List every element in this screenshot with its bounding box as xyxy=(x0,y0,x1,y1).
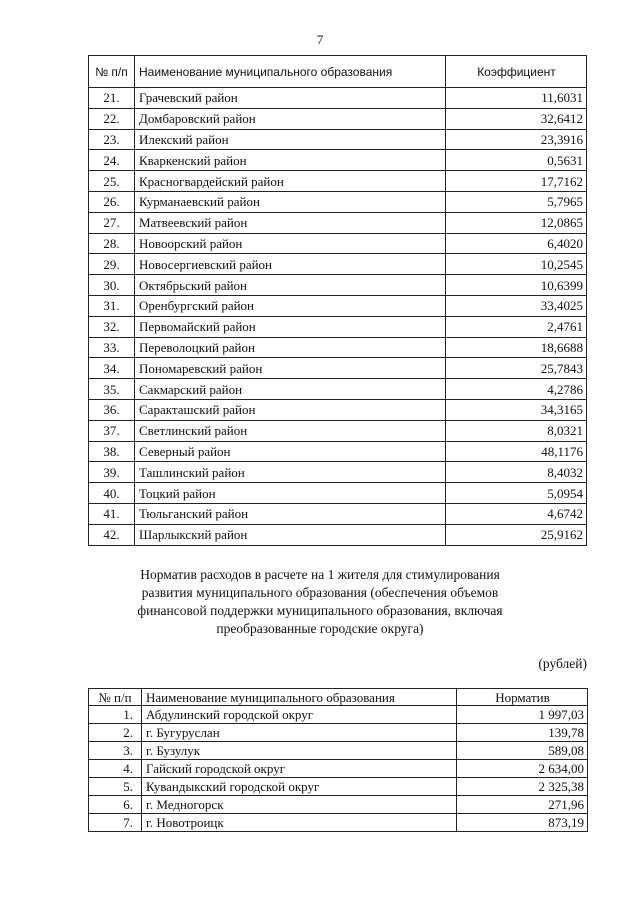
row-number: 36. xyxy=(89,399,135,420)
row-number: 6. xyxy=(89,796,142,814)
table-row xyxy=(89,88,587,109)
municipality-name: Новосергиевский район xyxy=(135,254,446,275)
municipality-name: г. Бугуруслан xyxy=(142,724,457,742)
row-number: 28. xyxy=(89,233,135,254)
column-header-number: № п/п xyxy=(89,689,142,706)
row-value: 18,6688 xyxy=(446,337,587,358)
table-row xyxy=(89,399,587,420)
table-row xyxy=(89,212,587,233)
row-value: 2 634,00 xyxy=(457,760,588,778)
row-number: 38. xyxy=(89,441,135,462)
municipality-name: Домбаровский район xyxy=(135,108,446,129)
municipality-name: Тюльганский район xyxy=(135,503,446,524)
row-number: 35. xyxy=(89,379,135,400)
row-number: 24. xyxy=(89,150,135,171)
municipality-name: Пономаревский район xyxy=(135,358,446,379)
municipality-name: Светлинский район xyxy=(135,420,446,441)
row-number: 32. xyxy=(89,316,135,337)
row-value: 1 997,03 xyxy=(457,706,588,724)
row-value: 873,19 xyxy=(457,814,588,832)
row-number: 5. xyxy=(89,778,142,796)
table-row xyxy=(89,129,587,150)
table-header-row xyxy=(89,56,587,88)
column-header-name: Наименование муниципального образования xyxy=(135,56,446,88)
row-number: 25. xyxy=(89,171,135,192)
row-number: 27. xyxy=(89,212,135,233)
municipality-name: Новоорский район xyxy=(135,233,446,254)
municipality-name: Тоцкий район xyxy=(135,483,446,504)
table-row xyxy=(89,295,587,316)
row-value: 6,4020 xyxy=(446,233,587,254)
table-row xyxy=(89,724,588,742)
table-row xyxy=(89,778,588,796)
row-number: 7. xyxy=(89,814,142,832)
row-number: 3. xyxy=(89,742,142,760)
row-number: 21. xyxy=(89,88,135,109)
table-row xyxy=(89,233,587,254)
table-row xyxy=(89,742,588,760)
municipality-name: Переволоцкий район xyxy=(135,337,446,358)
municipality-name: Илекский район xyxy=(135,129,446,150)
table-row xyxy=(89,254,587,275)
row-value: 139,78 xyxy=(457,724,588,742)
row-value: 25,7843 xyxy=(446,358,587,379)
row-number: 42. xyxy=(89,524,135,545)
heading-line: развития муниципального образования (обеспечения объемов xyxy=(141,585,499,600)
row-value: 5,0954 xyxy=(446,483,587,504)
row-value: 0,5631 xyxy=(446,150,587,171)
municipality-name: Саракташский район xyxy=(135,399,446,420)
municipality-name: Октябрьский район xyxy=(135,275,446,296)
municipality-name: Оренбургский район xyxy=(135,295,446,316)
row-value: 4,2786 xyxy=(446,379,587,400)
row-value: 32,6412 xyxy=(446,108,587,129)
row-value: 271,96 xyxy=(457,796,588,814)
row-value: 8,4032 xyxy=(446,462,587,483)
municipality-name: Ташлинский район xyxy=(135,462,446,483)
municipality-name: г. Медногорск xyxy=(142,796,457,814)
municipality-name: Курманаевский район xyxy=(135,191,446,212)
municipality-name: Северный район xyxy=(135,441,446,462)
table-row xyxy=(89,358,587,379)
municipality-name: г. Новотроицк xyxy=(142,814,457,832)
row-number: 30. xyxy=(89,275,135,296)
row-number: 34. xyxy=(89,358,135,379)
table-row xyxy=(89,337,587,358)
row-number: 33. xyxy=(89,337,135,358)
row-value: 17,7162 xyxy=(446,171,587,192)
row-value: 8,0321 xyxy=(446,420,587,441)
table-row xyxy=(89,150,587,171)
municipality-name: Гайский городской округ xyxy=(142,760,457,778)
row-value: 25,9162 xyxy=(446,524,587,545)
municipality-name: г. Бузулук xyxy=(142,742,457,760)
row-number: 37. xyxy=(89,420,135,441)
row-value: 11,6031 xyxy=(446,88,587,109)
table-row xyxy=(89,483,587,504)
units-label: (рублей) xyxy=(538,656,587,671)
row-number: 41. xyxy=(89,503,135,524)
row-number: 29. xyxy=(89,254,135,275)
municipality-name: Шарлыкский район xyxy=(135,524,446,545)
table-row xyxy=(89,760,588,778)
column-header-coefficient: Коэффициент xyxy=(446,56,587,88)
municipality-name: Сакмарский район xyxy=(135,379,446,400)
norm-table xyxy=(88,688,588,832)
municipality-name: Матвеевский район xyxy=(135,212,446,233)
table-row xyxy=(89,441,587,462)
table-row xyxy=(89,379,587,400)
row-value: 2 325,38 xyxy=(457,778,588,796)
row-value: 5,7965 xyxy=(446,191,587,212)
municipality-name: Кувандыкский городской округ xyxy=(142,778,457,796)
heading-line: финансовой поддержки муниципального образования, включая xyxy=(137,603,503,618)
table-header-row xyxy=(89,689,588,706)
row-value: 4,6742 xyxy=(446,503,587,524)
row-number: 1. xyxy=(89,706,142,724)
row-number: 31. xyxy=(89,295,135,316)
row-number: 4. xyxy=(89,760,142,778)
row-value: 12,0865 xyxy=(446,212,587,233)
row-number: 39. xyxy=(89,462,135,483)
page-number: 7 xyxy=(316,32,324,47)
table-row xyxy=(89,108,587,129)
row-number: 22. xyxy=(89,108,135,129)
row-number: 2. xyxy=(89,724,142,742)
municipality-name: Абдулинский городской округ xyxy=(142,706,457,724)
table-row xyxy=(89,462,587,483)
municipality-name: Грачевский район xyxy=(135,88,446,109)
municipality-name: Первомайский район xyxy=(135,316,446,337)
coefficient-table xyxy=(88,55,587,546)
row-value: 48,1176 xyxy=(446,441,587,462)
heading-line: Норматив расходов в расчете на 1 жителя для стимулирования xyxy=(140,567,500,582)
row-value: 34,3165 xyxy=(446,399,587,420)
table-row xyxy=(89,420,587,441)
row-value: 10,6399 xyxy=(446,275,587,296)
table-row xyxy=(89,706,588,724)
row-number: 23. xyxy=(89,129,135,150)
row-number: 40. xyxy=(89,483,135,504)
section-heading xyxy=(0,566,640,638)
row-value: 23,3916 xyxy=(446,129,587,150)
table-row xyxy=(89,814,588,832)
municipality-name: Кваркенский район xyxy=(135,150,446,171)
table-row xyxy=(89,316,587,337)
row-value: 33,4025 xyxy=(446,295,587,316)
row-number: 26. xyxy=(89,191,135,212)
column-header-name: Наименование муниципального образования xyxy=(142,689,457,706)
row-value: 2,4761 xyxy=(446,316,587,337)
column-header-norm: Норматив xyxy=(457,689,588,706)
table-row xyxy=(89,796,588,814)
table-row xyxy=(89,503,587,524)
table-row xyxy=(89,171,587,192)
table-row xyxy=(89,524,587,545)
table-row xyxy=(89,275,587,296)
heading-line: преобразованные городские округа) xyxy=(216,621,424,636)
municipality-name: Красногвардейский район xyxy=(135,171,446,192)
column-header-number: № п/п xyxy=(89,56,135,88)
row-value: 10,2545 xyxy=(446,254,587,275)
row-value: 589,08 xyxy=(457,742,588,760)
table-row xyxy=(89,191,587,212)
